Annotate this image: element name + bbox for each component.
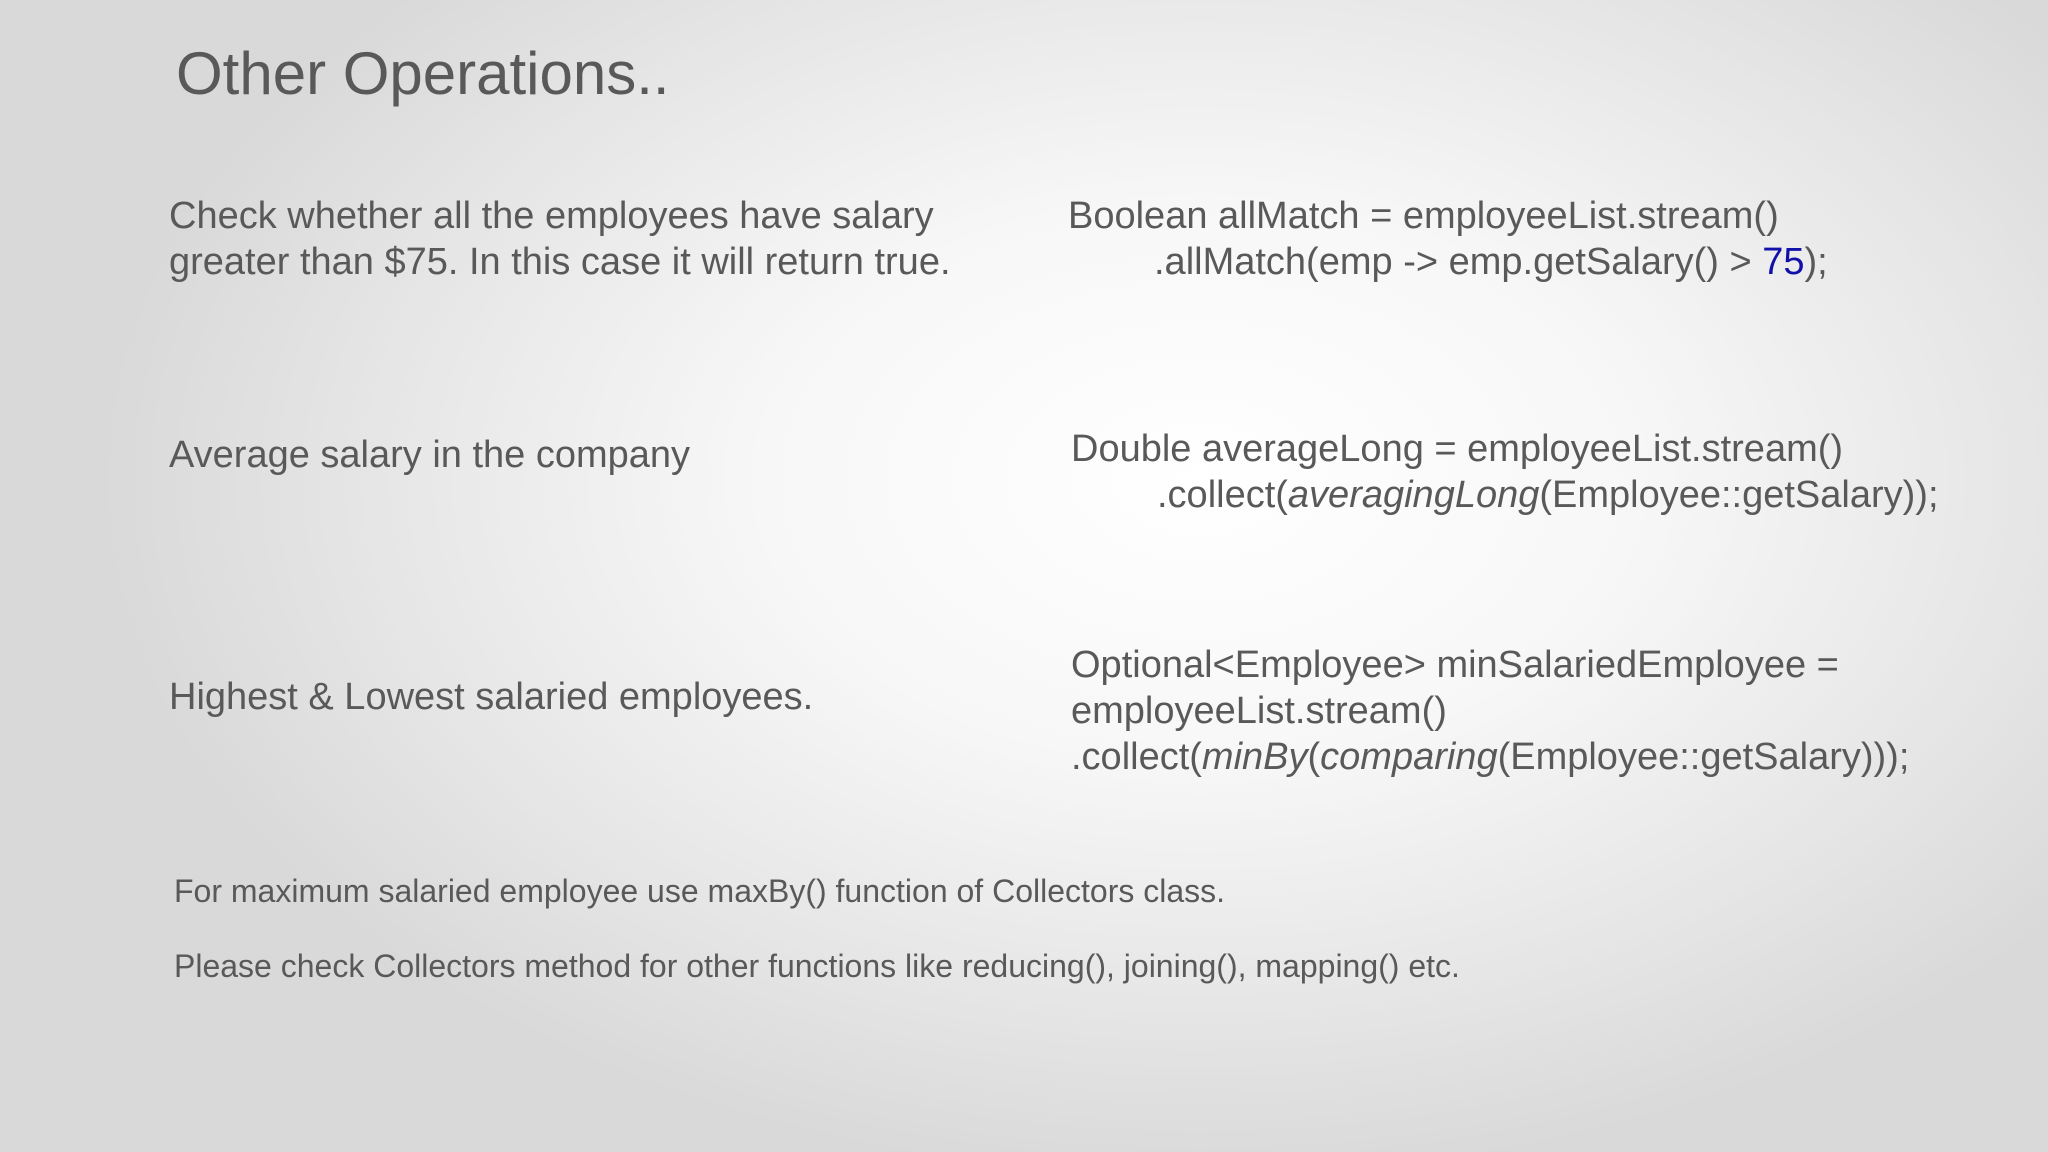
code-text: (Employee::getSalary));: [1539, 474, 1939, 516]
all-match-code: [1068, 193, 1828, 285]
code-method-italic: minBy: [1201, 736, 1308, 778]
code-method-italic: comparing: [1320, 736, 1498, 778]
code-text: .collect(: [1157, 474, 1288, 516]
code-line: [1071, 734, 1909, 780]
code-text: (: [1307, 736, 1321, 778]
collectors-note: Please check Collectors method for other functions like reducing(), joining(), mapping() etc.: [174, 948, 1460, 984]
code-line: Double averageLong = employeeList.stream(): [1071, 428, 1844, 470]
slide-title: Other Operations..: [176, 40, 670, 107]
code-method-italic: averagingLong: [1287, 474, 1540, 516]
average-salary-code: [1071, 426, 1939, 518]
code-line: Optional<Employee> minSalariedEmployee =: [1071, 644, 1839, 686]
code-text: );: [1804, 241, 1828, 283]
code-line: Boolean allMatch = employeeList.stream(): [1068, 195, 1779, 237]
average-salary-description: [169, 432, 690, 478]
code-line: [1068, 239, 1828, 285]
max-by-note: For maximum salaried employee use maxBy() function of Collectors class.: [174, 873, 1226, 909]
description-line: greater than $75. In this case it will return true.: [169, 241, 951, 283]
description-line: Highest & Lowest salaried employees.: [169, 676, 814, 718]
all-match-description: [169, 193, 951, 285]
code-text: .collect(: [1071, 736, 1202, 778]
code-text: (Employee::getSalary)));: [1497, 736, 1910, 778]
code-line: [1071, 472, 1939, 518]
description-line: Check whether all the employees have salary: [169, 195, 934, 237]
min-salaried-code: [1071, 642, 1909, 780]
description-line: Average salary in the company: [169, 434, 691, 476]
code-line: employeeList.stream(): [1071, 690, 1447, 732]
code-number-literal: 75: [1762, 241, 1805, 283]
code-text: .allMatch(emp -> emp.getSalary() >: [1154, 241, 1763, 283]
min-max-description: [169, 674, 813, 720]
